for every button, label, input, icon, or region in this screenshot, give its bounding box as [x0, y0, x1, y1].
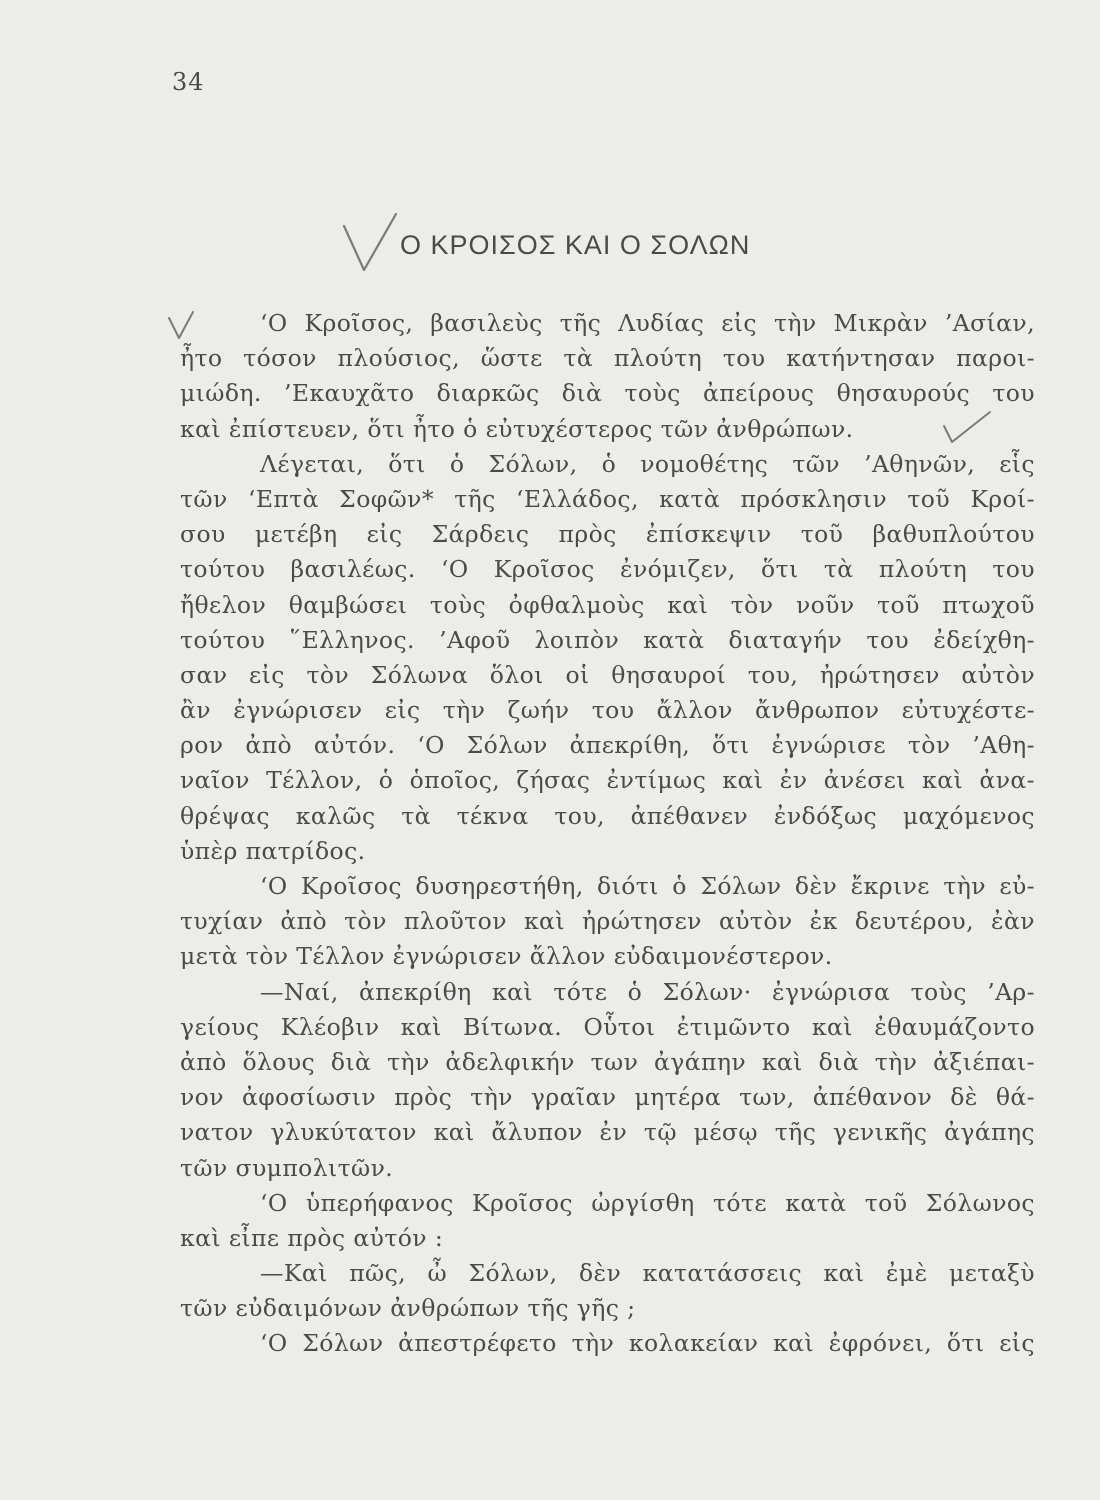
- text-line: μετὰ τὸν Τέλλον ἐγνώρισεν ἄλλον εὐδαιμονέστερον.: [180, 942, 833, 971]
- text-line: νον ἀφοσίωσιν πρὸς τὴν γραῖαν μητέρα των, ἀπέθανον δὲ θά-: [180, 1083, 1035, 1112]
- text-line: Λέγεται, ὅτι ὁ Σόλων, ὁ νομοθέτης τῶν ’Αθηνῶν, εἷς: [260, 449, 1035, 478]
- text-line: ἂν ἐγνώρισεν εἰς τὴν ζωήν του ἄλλον ἄνθρωπον εὐτυχέστε-: [180, 696, 1035, 725]
- text-line: ἦτο τόσον πλούσιος, ὥστε τὰ πλούτη του κατήντησαν παροι-: [180, 344, 1035, 373]
- text-line: τούτου βασιλέως. ‘Ο Κροῖσος ἐνόμιζεν, ὅτι τὰ πλούτη του: [180, 555, 1035, 584]
- text-line: ‘Ο Κροῖσος δυσηρεστήθη, διότι ὁ Σόλων δὲν ἔκρινε τὴν εὐ-: [260, 872, 1035, 900]
- page-title: Ο ΚΡΟΙΣΟΣ ΚΑΙ Ο ΣΟΛΩΝ: [400, 230, 751, 260]
- text-line: τῶν εὐδαιμόνων ἀνθρώπων τῆς γῆς ;: [180, 1294, 636, 1323]
- text-line: ἀπὸ ὅλους διὰ τὴν ἀδελφικήν των ἀγάπην καὶ διὰ τὴν ἀξιέπαι-: [180, 1047, 1035, 1076]
- text-line: τυχίαν ἀπὸ τὸν πλοῦτον καὶ ἠρώτησεν αὐτὸν ἐκ δευτέρου, ἐὰν: [180, 907, 1035, 936]
- text-line: ὑπὲρ πατρίδος.: [180, 836, 366, 865]
- text-line: νατον γλυκύτατον καὶ ἄλυπον ἐν τῷ μέσῳ τῆς γενικῆς ἀγάπης: [180, 1118, 1035, 1147]
- text-line: ναῖον Τέλλον, ὁ ὁποῖος, ζήσας ἐντίμως καὶ ἐν ἀνέσει καὶ ἀνα-: [180, 766, 1035, 795]
- text-line: ἤθελον θαμβώσει τοὺς ὀφθαλμοὺς καὶ τὸν νοῦν τοῦ πτωχοῦ: [180, 590, 1035, 619]
- text-line: σου μετέβη εἰς Σάρδεις πρὸς ἐπίσκεψιν τοῦ βαθυπλούτου: [180, 520, 1035, 549]
- text-line: ‘Ο ὑπερήφανος Κροῖσος ὠργίσθη τότε κατὰ τοῦ Σόλωνος: [260, 1188, 1035, 1217]
- text-line: θρέψας καλῶς τὰ τέκνα του, ἀπέθανεν ἐνδόξως μαχόμενος: [180, 801, 1035, 830]
- text-line: τῶν ‘Επτὰ Σοφῶν* τῆς ‘Ελλάδος, κατὰ πρόσκλησιν τοῦ Κροί-: [180, 484, 1035, 513]
- text-line: καὶ ἐπίστευεν, ὅτι ἦτο ὁ εὐτυχέστερος τῶν ἀνθρώπων.: [180, 414, 854, 443]
- body-text: [180, 306, 1035, 1486]
- text-line: —Ναί, ἀπεκρίθη καὶ τότε ὁ Σόλων· ἐγνώρισα τοὺς ’Αρ-: [260, 977, 1035, 1006]
- check-mark-title-icon: [340, 212, 400, 278]
- text-line: —Καὶ πῶς, ὦ Σόλων, δὲν κατατάσσεις καὶ ἐμὲ μεταξὺ: [260, 1259, 1035, 1288]
- text-line: ρον ἀπὸ αὐτόν. ‘Ο Σόλων ἀπεκρίθη, ὅτι ἐγνώρισε τὸν ’Αθη-: [180, 731, 1035, 760]
- text-line: τῶν συμπολιτῶν.: [180, 1153, 394, 1182]
- text-line: ‘Ο Σόλων ἀπεστρέφετο τὴν κολακείαν καὶ ἐφρόνει, ὅτι εἰς: [260, 1329, 1035, 1358]
- text-line: τούτου ῞Ελληνος. ’Αφοῦ λοιπὸν κατὰ διαταγήν του ἐδείχθη-: [180, 625, 1035, 654]
- text-line: μιώδη. ’Εκαυχᾶτο διαρκῶς διὰ τοὺς ἀπείρους θησαυρούς του: [180, 379, 1035, 408]
- text-line: καὶ εἶπε πρὸς αὐτόν :: [180, 1223, 444, 1252]
- text-line: σαν εἰς τὸν Σόλωνα ὅλοι οἱ θησαυροί του, ἠρώτησεν αὐτὸν: [180, 660, 1035, 689]
- text-line: γείους Κλέοβιν καὶ Βίτωνα. Οὗτοι ἐτιμῶντο καὶ ἐθαυμάζοντο: [180, 1012, 1035, 1041]
- page-number: 34: [172, 68, 205, 96]
- text-line: ‘Ο Κροῖσος, βασιλεὺς τῆς Λυδίας εἰς τὴν Μικρὰν ’Ασίαν,: [260, 309, 1035, 337]
